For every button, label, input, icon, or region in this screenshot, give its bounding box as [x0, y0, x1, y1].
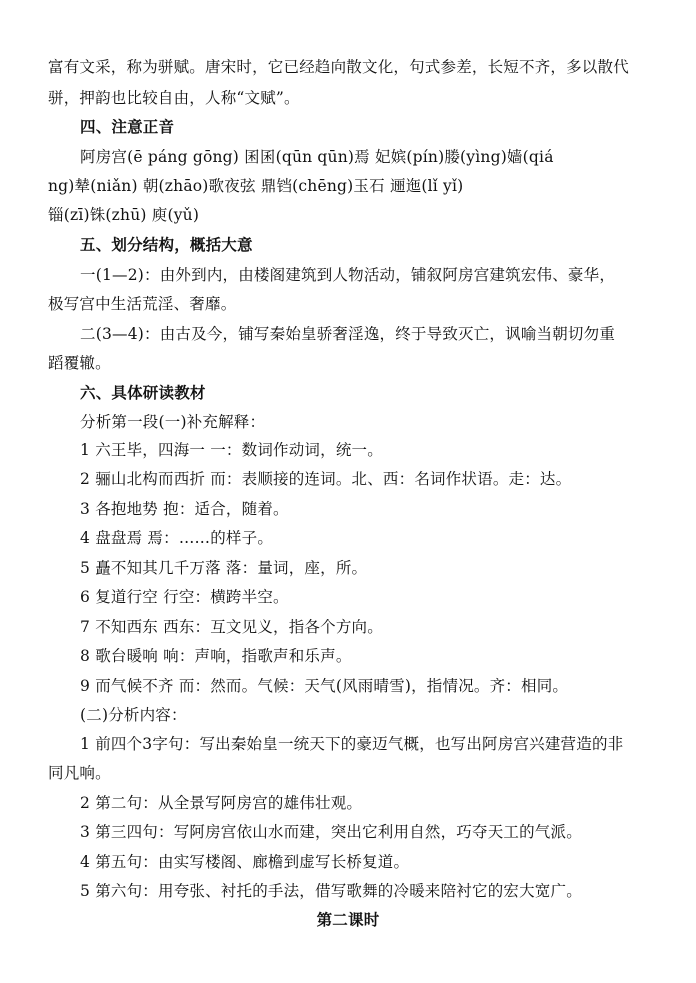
structure-line: 蹈覆辙。	[48, 354, 111, 372]
pronunciation-line: 锱(zī)铢(zhū) 庾(yǔ)	[48, 206, 200, 224]
section-heading-6: 六、具体研读教材	[80, 383, 206, 402]
list-item: 同凡响。	[48, 764, 111, 782]
list-item: 1 前四个3字句：写出秦始皇一统天下的豪迈气概，也写出阿房宫兴建营造的非	[80, 735, 624, 753]
list-item: 4 第五句：由实写楼阁、廊檐到虚写长桥复道。	[80, 853, 410, 871]
paragraph-line: 富有文采，称为骈赋。唐宋时，它已经趋向散文化，句式参差，长短不齐，多以散代	[48, 58, 629, 76]
subheading: 分析第一段(一)补充解释：	[80, 413, 266, 431]
list-item: 4 盘盘焉 焉：……的样子。	[80, 529, 274, 547]
structure-line: 二(3—4)：由古及今，铺写秦始皇骄奢淫逸，终于导致灭亡，讽喻当朝切勿重	[80, 325, 616, 343]
list-item: 5 矗不知其几千万落 落：量词，座，所。	[80, 559, 368, 577]
subheading: (二)分析内容：	[80, 706, 187, 724]
list-item: 8 歌台暖响 响：声响，指歌声和乐声。	[80, 647, 352, 665]
paragraph-line: 骈，押韵也比较自由，人称“文赋”。	[48, 89, 300, 107]
pronunciation-line: ng)辇(niǎn) 朝(zhāo)歌夜弦 鼎铛(chēng)玉石 逦迤(lǐ yǐ)	[48, 177, 464, 195]
list-item: 3 各抱地势 抱：适合，随着。	[80, 500, 289, 518]
section-heading-4: 四、注意正音	[80, 117, 175, 136]
structure-line: 极写宫中生活荒淫、奢靡。	[48, 295, 237, 313]
pronunciation-line: 阿房宫(ē páng gōng) 囷囷(qūn qūn)焉 妃嫔(pín)媵(yìng)嫱(qiá	[80, 148, 554, 166]
lesson-heading: 第二课时	[316, 910, 380, 929]
structure-line: 一(1—2)：由外到内，由楼阁建筑到人物活动，铺叙阿房宫建筑宏伟、豪华，	[80, 266, 616, 284]
list-item: 1 六王毕，四海一 一：数词作动词，统一。	[80, 441, 383, 459]
section-heading-5: 五、划分结构，概括大意	[80, 235, 253, 254]
list-item: 6 复道行空 行空：横跨半空。	[80, 588, 289, 606]
list-item: 3 第三四句：写阿房宫依山水而建，突出它利用自然，巧夺天工的气派。	[80, 823, 582, 841]
list-item: 2 第二句：从全景写阿房宫的雄伟壮观。	[80, 794, 363, 812]
list-item: 5 第六句：用夸张、衬托的手法，借写歌舞的冷暖来陪衬它的宏大宽广。	[80, 882, 582, 900]
list-item: 9 而气候不齐 而：然而。气候：天气(风雨晴雪)，指情况。齐：相同。	[80, 677, 569, 695]
list-item: 7 不知西东 西东：互文见义，指各个方向。	[80, 618, 383, 636]
list-item: 2 骊山北构而西折 而：表顺接的连词。北、西：名词作状语。走：达。	[80, 470, 572, 488]
